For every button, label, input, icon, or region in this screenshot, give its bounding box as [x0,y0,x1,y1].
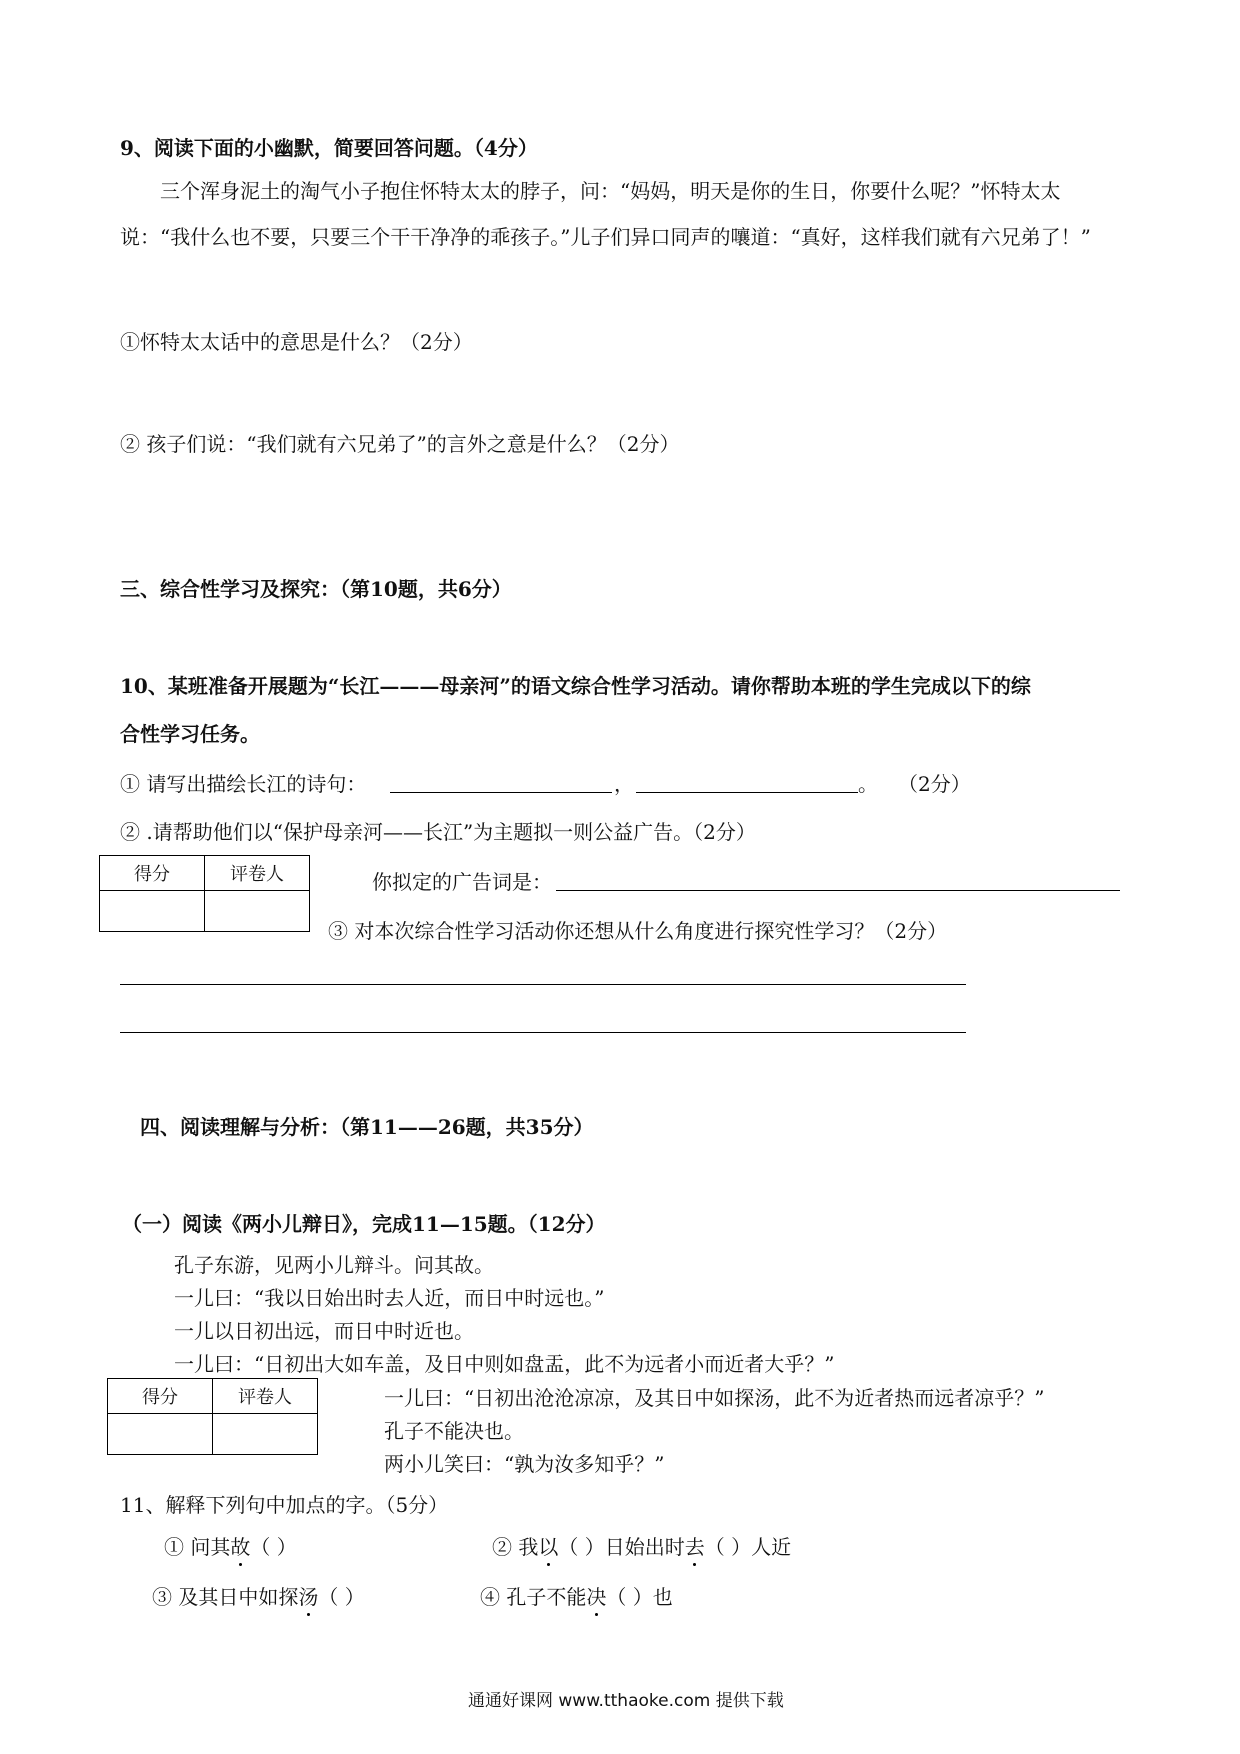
q10-sub1-points: （2分） [898,772,971,796]
q11-title: 11、解释下列句中加点的字。（5分） [120,1493,449,1517]
q10-title-line2: 合性学习任务。 [120,722,260,746]
q11-c-pre: ③ 及其日中如探 [152,1585,299,1609]
score-label: 得分 [108,1379,213,1414]
q10-ad-label: 你拟定的广告词是： [372,870,552,894]
q11-d-pre: ④ 孔子不能 [480,1585,587,1609]
score-box-2 [107,1378,318,1455]
q9-sub1: ①怀特太太话中的意思是什么？（2分） [120,330,473,354]
dotted-char: 以 [538,1531,558,1560]
q11-a-pre: ① 问其 [164,1535,231,1559]
score-label: 得分 [100,856,205,891]
answer-line-1[interactable] [120,984,966,985]
q11-a-blank[interactable]: （ ） [250,1535,297,1559]
grader-label: 评卷人 [213,1379,318,1414]
reading1-line-1: 孔子东游，见两小儿辩斗。问其故。 [174,1253,494,1277]
q11-d-blank[interactable]: （ ）也 [606,1585,673,1609]
reading1-line-3: 一儿以日初出远，而日中时近也。 [174,1319,474,1343]
poem-blank-2[interactable] [636,792,858,793]
q11-item-b [492,1531,791,1560]
section4-heading: 四、阅读理解与分析：（第11——26题，共35分） [140,1115,594,1139]
section3-heading: 三、综合性学习及探究：（第10题，共6分） [120,577,512,601]
q10-sub2: ② .请帮助他们以“保护母亲河——长江”为主题拟一则公益广告。（2分） [120,820,756,844]
grader-cell[interactable] [213,1414,318,1455]
q10-sub1-period: 。 [858,772,878,796]
footer-text: 通通好课网 www.tthaoke.com 提供下载 [468,1691,784,1711]
reading1-line-5: 一儿曰：“日初出沧沧凉凉，及其日中如探汤，此不为近者热而远者凉乎？” [384,1386,1045,1410]
reading1-line-2: 一儿曰：“我以日始出时去人近，而日中时远也。” [174,1286,605,1310]
reading1-line-6: 孔子不能决也。 [384,1419,524,1443]
q9-sub2: ② 孩子们说：“我们就有六兄弟了”的言外之意是什么？（2分） [120,432,680,456]
score-cell[interactable] [100,891,205,932]
ad-slogan-blank[interactable] [556,890,1120,891]
score-cell[interactable] [108,1414,213,1455]
reading1-title: （一）阅读《两小儿辩日》，完成11—15题。（12分） [122,1212,606,1236]
q10-title-line1: 10、某班准备开展题为“长江———母亲河”的语文综合性学习活动。请你帮助本班的学生完成以下的综 [120,674,1031,698]
q11-b-pre: ② 我 [492,1535,539,1559]
answer-line-2[interactable] [120,1032,966,1033]
grader-label: 评卷人 [205,856,310,891]
reading1-line-4: 一儿曰：“日初出大如车盖，及日中则如盘盂，此不为远者小而近者大乎？” [174,1352,835,1376]
dotted-char: 去 [685,1531,705,1560]
q11-item-c [152,1581,365,1610]
grader-cell[interactable] [205,891,310,932]
q9-title: 9、阅读下面的小幽默，简要回答问题。（4分） [120,136,538,160]
reading1-line-7: 两小儿笑曰：“孰为汝多知乎？” [384,1452,665,1476]
dotted-char: 汤 [298,1581,318,1610]
q11-b-blank-1[interactable]: （ ）日始出时 [558,1535,685,1559]
q11-item-d [480,1581,673,1610]
q11-item-a [164,1531,297,1560]
dotted-char: 故 [230,1531,250,1560]
poem-blank-1[interactable] [390,792,612,793]
q11-c-blank[interactable]: （ ） [318,1585,365,1609]
q10-sub3: ③ 对本次综合性学习活动你还想从什么角度进行探究性学习？（2分） [328,919,948,943]
q10-sub1-comma: ， [614,772,634,796]
q10-sub1-label: ① 请写出描绘长江的诗句： [120,772,367,796]
q9-passage: 三个浑身泥土的淘气小子抱住怀特太太的脖子，问：“妈妈，明天是你的生日，你要什么呢？”怀特太太说：“我什么也不要，只要三个干干净净的乖孩子。”儿子们异口同声的嚷道：“真好，这样我们就有六兄弟了！” [120,179,1091,249]
dotted-char: 决 [586,1581,606,1610]
score-box-1 [99,855,310,932]
q11-b-blank-2[interactable]: （ ）人近 [704,1535,792,1559]
